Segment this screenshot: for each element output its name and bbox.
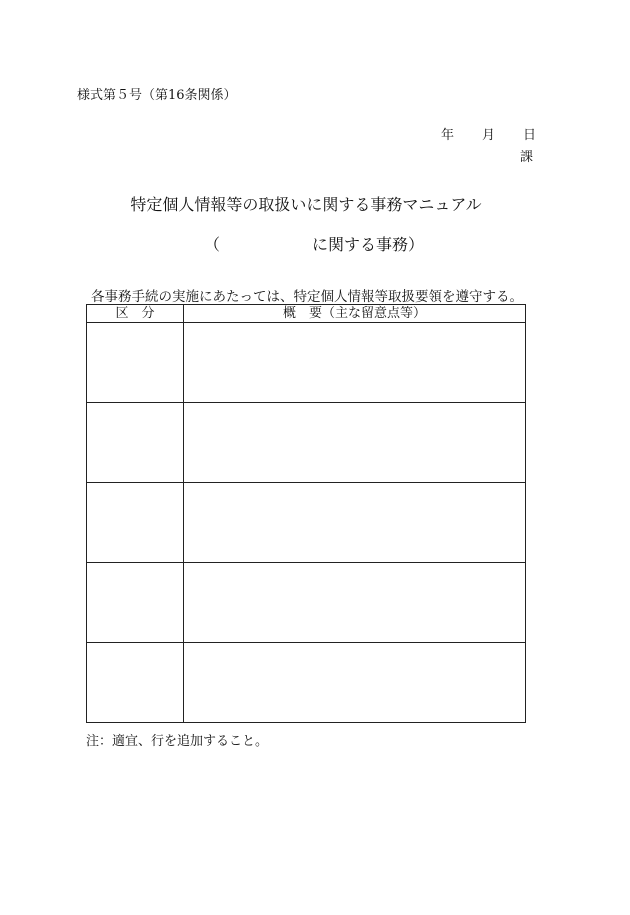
category-cell: [87, 643, 184, 723]
summary-cell: [184, 483, 526, 563]
date-field: [441, 124, 536, 143]
summary-cell: [184, 563, 526, 643]
category-cell: [87, 563, 184, 643]
table-row: [87, 483, 526, 563]
manual-table: [86, 304, 526, 723]
date-month-label: 月: [482, 128, 496, 143]
form-number: 様式第５号（第16条関係）: [77, 88, 237, 103]
document-subtitle: [204, 232, 424, 255]
date-day-label: 日: [523, 128, 537, 143]
summary-cell: [184, 403, 526, 483]
table-row: [87, 403, 526, 483]
section-label: 課: [520, 150, 534, 165]
subtitle-open-paren: （: [204, 235, 221, 254]
date-year-label: 年: [441, 128, 455, 143]
footnote: 注：適宜、行を追加すること。: [86, 734, 269, 749]
header-category: 区 分: [87, 305, 184, 323]
table-header-row: [87, 305, 526, 323]
summary-cell: [184, 643, 526, 723]
category-cell: [87, 403, 184, 483]
table-row: [87, 643, 526, 723]
subtitle-text: に関する事務）: [312, 235, 425, 254]
instruction-text: 各事務手続の実施にあたっては、特定個人情報等取扱要領を遵守する。: [91, 289, 523, 305]
summary-cell: [184, 323, 526, 403]
category-cell: [87, 483, 184, 563]
document-title: 特定個人情報等の取扱いに関する事務マニュアル: [130, 195, 482, 214]
category-cell: [87, 323, 184, 403]
table-row: [87, 563, 526, 643]
header-summary: 概 要（主な留意点等）: [184, 305, 526, 323]
table-row: [87, 323, 526, 403]
